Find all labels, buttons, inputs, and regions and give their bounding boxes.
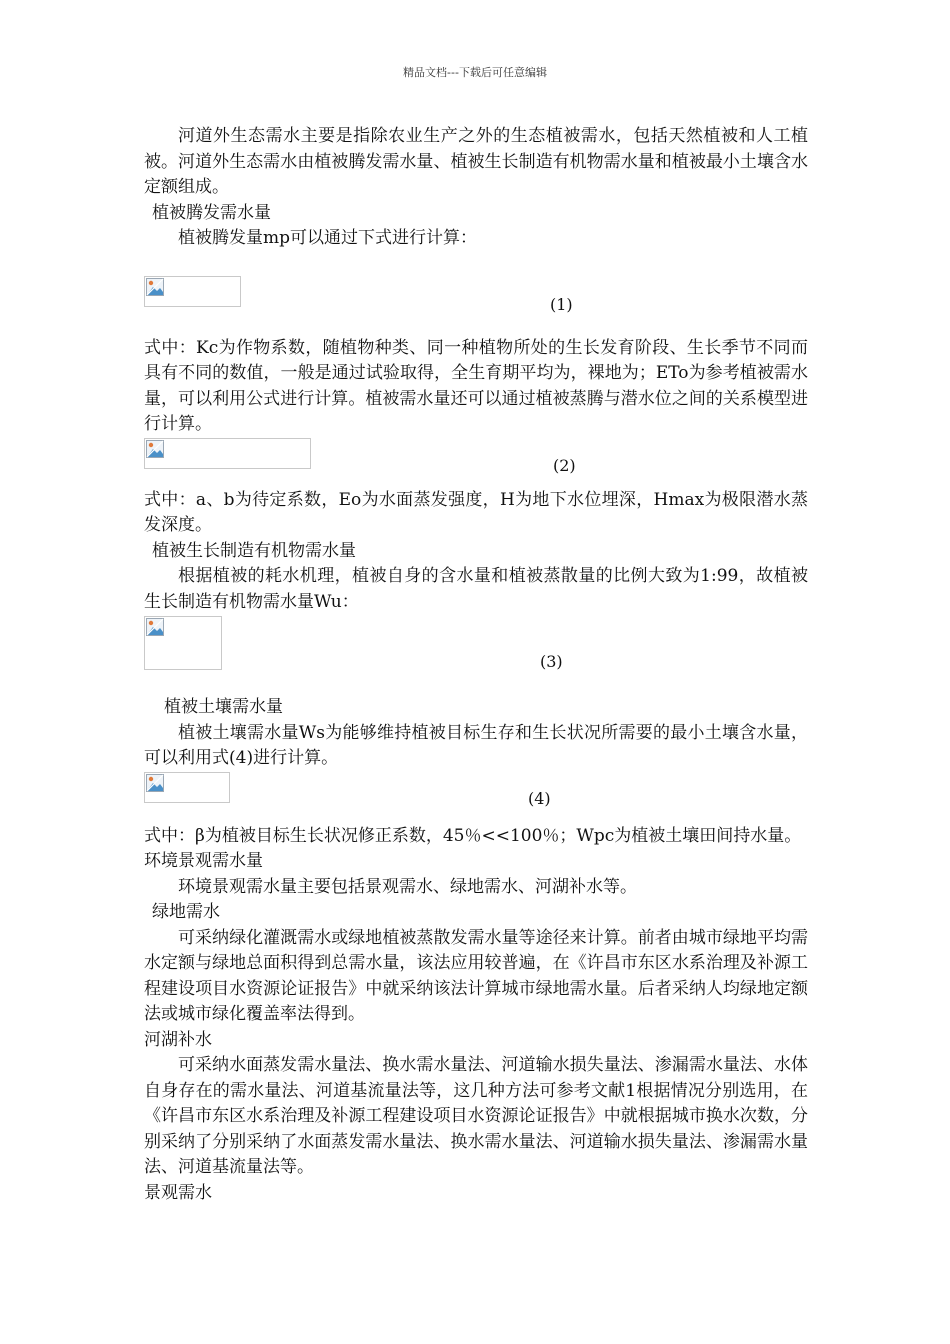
broken-image-icon bbox=[146, 774, 164, 792]
paragraph: 环境景观需水量主要包括景观需水、绿地需水、河湖补水等。 bbox=[178, 876, 637, 897]
broken-image-icon bbox=[146, 278, 164, 296]
section-heading: 环境景观需水量 bbox=[144, 851, 263, 871]
equation-number: (3) bbox=[540, 652, 563, 671]
equation-row bbox=[144, 252, 808, 336]
broken-image-icon bbox=[146, 618, 164, 636]
equation-row bbox=[144, 615, 808, 695]
paragraph: 式中：a、b为待定系数，Eo为水面蒸发强度，H为地下水位埋深，Hmax为极限潜水蒸发深度。 bbox=[144, 489, 808, 535]
section-heading: 植被生长制造有机物需水量 bbox=[152, 540, 356, 561]
paragraph: 河道外生态需水主要是指除农业生产之外的生态植被需水，包括天然植被和人工植被。河道外生态需水由植被腾发需水量、植被生长制造有机物需水量和植被最小土壤含水定额组成。 bbox=[144, 126, 808, 197]
paragraph: 式中：β为植被目标生长状况修正系数，45％<<100％；Wpc为植被土壤田间持水量。 bbox=[144, 825, 802, 846]
section-heading: 河湖补水 bbox=[144, 1029, 212, 1050]
section-heading: 景观需水 bbox=[144, 1182, 212, 1203]
equation-image bbox=[144, 772, 230, 803]
section-heading: 植被土壤需水量 bbox=[164, 697, 283, 717]
paragraph: 可采纳绿化灌溉需水或绿地植被蒸散发需水量等途径来计算。前者由城市绿地平均需水定额与绿地总面积得到总需水量，该法应用较普遍，在《许昌市东区水系治理及补源工程建设项目水资源论证报告》中就采纳该法计算城市绿地需水量。后者采纳人均绿地定额法或城市绿化覆盖率法得到。 bbox=[144, 927, 808, 1024]
equation-number: (1) bbox=[550, 294, 573, 314]
equation-row bbox=[144, 438, 808, 488]
page-header: 精品文档---下载后可任意编辑 bbox=[403, 66, 547, 79]
paragraph: 根据植被的耗水机理，植被自身的含水量和植被蒸散量的比例大致为1:99，故植被生长制造有机物需水量Wu： bbox=[144, 566, 808, 612]
paragraph: 植被土壤需水量Ws为能够维持植被目标生存和生长状况所需要的最小土壤含水量，可以利用式(4)进行计算。 bbox=[144, 722, 808, 768]
paragraph: 植被腾发量mp可以通过下式进行计算： bbox=[178, 228, 478, 248]
equation-row bbox=[144, 772, 808, 824]
document-body bbox=[144, 124, 808, 1206]
paragraph: 可采纳水面蒸发需水量法、换水需水量法、河道输水损失量法、渗漏需水量法、水体自身存在的需水量法、河道基流量法等，这几种方法可参考文献1根据情况分别选用，在《许昌市东区水系治理及补源工程建设项目水资源论证报告》中就根据城市换水次数，分别采纳了分别采纳了水面蒸发需水量法、换水需水量法、河道输水损失量法、渗漏需水量法、河道基流量法等。 bbox=[144, 1055, 808, 1177]
section-heading: 植被腾发需水量 bbox=[152, 202, 271, 223]
equation-number: (4) bbox=[528, 788, 551, 808]
equation-number: (2) bbox=[553, 455, 576, 475]
section-heading: 绿地需水 bbox=[152, 902, 220, 922]
broken-image-icon bbox=[146, 440, 164, 458]
equation-image bbox=[144, 276, 241, 307]
paragraph: 式中：Kc为作物系数，随植物种类、同一种植物所处的生长发育阶段、生长季节不同而具有不同的数值，一般是通过试验取得，全生育期平均为，裸地为；ETo为参考植被需水量，可以利用公式进行计算。植被需水量还可以通过植被蒸腾与潜水位之间的关系模型进行计算。 bbox=[144, 337, 808, 434]
equation-image bbox=[144, 616, 222, 670]
equation-image bbox=[144, 438, 311, 469]
